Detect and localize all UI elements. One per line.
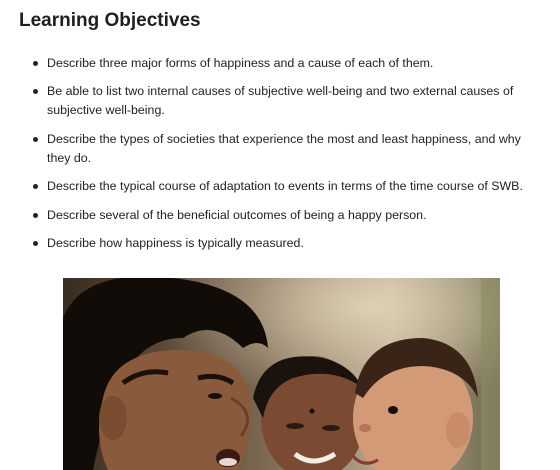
- objective-item: Be able to list two internal causes of subjective well-being and two external causes of subjective well-being.: [47, 82, 547, 120]
- objectives-list: [47, 54, 547, 262]
- objective-item: Describe how happiness is typically measured.: [47, 234, 547, 253]
- page-heading: Learning Objectives: [19, 10, 201, 31]
- objective-item: Describe the types of societies that experience the most and least happiness, and why they do.: [47, 130, 547, 168]
- objective-item: Describe several of the beneficial outcomes of being a happy person.: [47, 206, 547, 225]
- objective-item: Describe the typical course of adaptation to events in terms of the time course of SWB.: [47, 177, 547, 196]
- family-photo: [63, 278, 500, 470]
- objective-item: Describe three major forms of happiness and a cause of each of them.: [47, 54, 547, 73]
